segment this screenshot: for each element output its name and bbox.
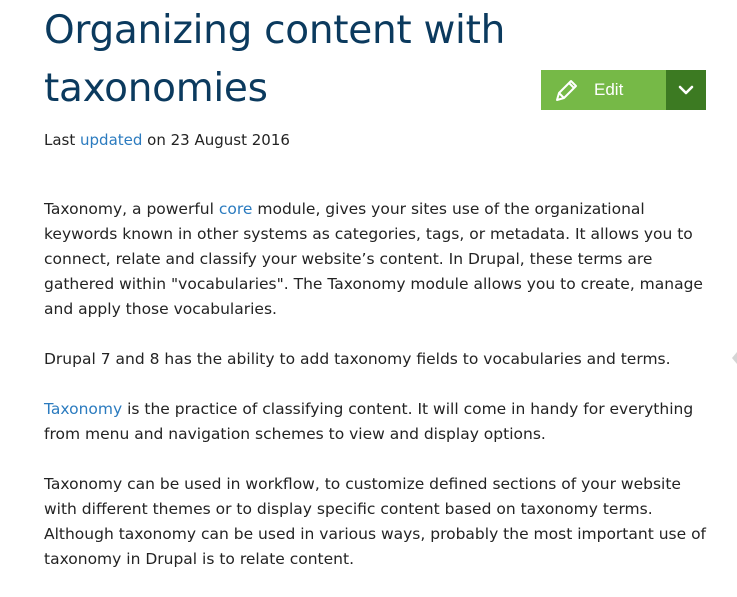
chevron-down-icon <box>678 81 694 100</box>
edit-dropdown-toggle[interactable] <box>666 70 706 110</box>
taxonomy-link[interactable]: Taxonomy <box>44 400 123 418</box>
paragraph-workflow: Taxonomy can be used in workflow, to customize defined sections of your website with different themes or to display specific content based on taxonomy terms. Although taxonomy can be used in various ways, probably the most important use of taxonomy in Drupal is to relate content. <box>44 475 707 568</box>
paragraph-intro-rest: module, gives your sites use of the organizational keywords known in other systems as categories, tags, or metadata. It allows you to connect, relate and classify your website’s content. In Drupal, these terms are gathered within "vocabularies". The Taxonomy module allows you to create, manage and apply those vocabularies. <box>44 200 703 318</box>
last-updated-prefix: Last <box>44 131 81 149</box>
paragraph-intro-start: Taxonomy, a powerful <box>44 200 219 218</box>
last-updated <box>44 129 290 151</box>
paragraph-versions: Drupal 7 and 8 has the ability to add taxonomy fields to vocabularies and terms. <box>44 350 671 368</box>
paragraph-taxonomy-definition-rest: is the practice of classifying content. It will come in handy for everything from menu and navigation schemes to view and display options. <box>44 400 694 443</box>
edit-button[interactable] <box>541 70 666 110</box>
edit-button-label: Edit <box>594 80 624 99</box>
edit-button-group <box>541 70 706 110</box>
updated-link[interactable]: updated <box>80 131 143 149</box>
page-title: Organizing content with taxonomies <box>44 8 505 111</box>
paragraph-intro <box>44 197 712 322</box>
core-link[interactable]: core <box>218 200 253 218</box>
paragraph-taxonomy-definition <box>44 397 712 447</box>
last-updated-date: on 23 August 2016 <box>142 131 290 149</box>
side-scroll-arrow-icon[interactable] <box>732 352 737 364</box>
article-body <box>44 197 712 597</box>
pencil-icon <box>554 77 580 103</box>
